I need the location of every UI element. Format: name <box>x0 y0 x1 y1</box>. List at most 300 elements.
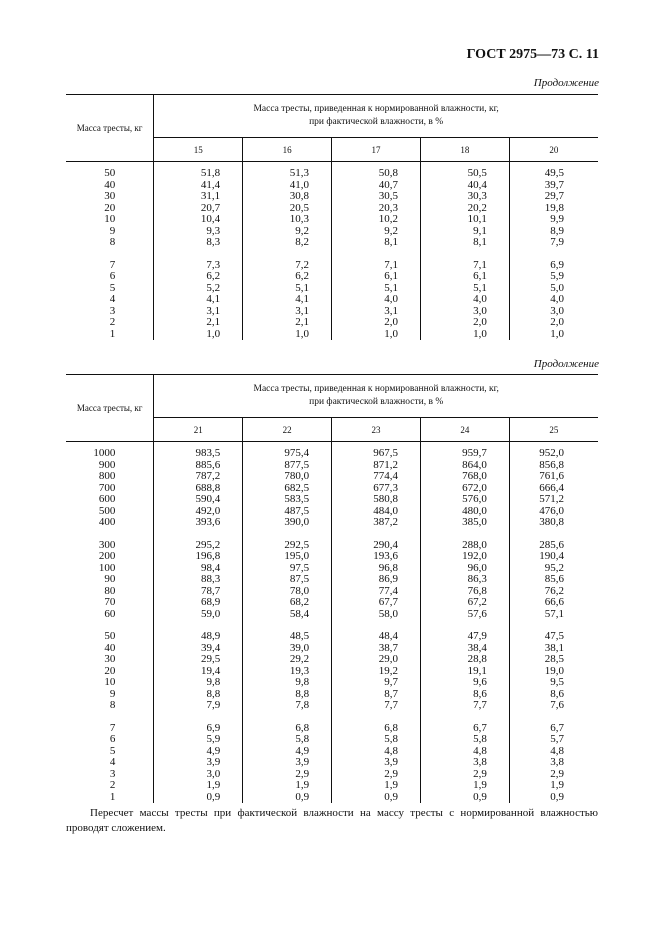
value-cell: 50,8 <box>332 168 421 180</box>
spacer-cell <box>154 620 243 631</box>
mass-cell: 3 <box>66 769 154 781</box>
value-cell: 29,0 <box>332 654 421 666</box>
value-cell: 41,4 <box>154 180 243 192</box>
value-cell: 190,4 <box>539 550 564 562</box>
mass-cell: 70 <box>66 597 154 609</box>
value-cell: 9,3 <box>154 226 243 238</box>
mass-cell: 50 <box>66 631 154 643</box>
value-cell: 67,7 <box>332 597 421 609</box>
value-cell: 30,5 <box>332 191 421 203</box>
value-cell: 290,4 <box>332 540 421 552</box>
value-cell: 666,4 <box>539 481 564 494</box>
mass-cell: 10 <box>66 214 154 226</box>
mass-cell: 6 <box>66 271 154 283</box>
value-cell: 780,0 <box>243 471 332 483</box>
spacer-cell <box>509 249 598 260</box>
value-cell: 38,7 <box>332 643 421 655</box>
spacer-cell <box>243 529 332 540</box>
value-cell: 47,9 <box>420 631 509 643</box>
span-header-line1: Масса тресты, приведенная к нормированной влажности, кг, <box>253 384 499 394</box>
value-cell: 10,1 <box>420 214 509 226</box>
value-cell: 1,9 <box>332 780 421 792</box>
value-cell: 3,9 <box>332 757 421 769</box>
value-cell: 3,8 <box>420 757 509 769</box>
humidity-column-header: 15 <box>154 138 243 162</box>
value-cell: 1,9 <box>550 779 564 791</box>
value-cell: 7,1 <box>420 260 509 272</box>
spacer-cell <box>509 529 598 540</box>
mass-cell: 50 <box>66 168 154 180</box>
value-cell: 6,2 <box>243 271 332 283</box>
mass-cell: 8 <box>66 700 154 712</box>
value-cell: 66,6 <box>544 596 564 608</box>
value-cell: 95,2 <box>544 561 564 574</box>
mass-column-header: Масса тресты, кг <box>66 95 154 162</box>
spacer-cell <box>154 249 243 260</box>
table-row <box>66 460 598 472</box>
humidity-column-header: 16 <box>243 138 332 162</box>
spacer-cell <box>332 620 421 631</box>
mass-cell: 40 <box>66 643 154 655</box>
table-row <box>66 780 598 792</box>
value-cell: 58,4 <box>243 609 332 621</box>
value-cell: 2,0 <box>550 316 564 328</box>
table-row <box>66 271 598 283</box>
humidity-span-header <box>154 375 598 418</box>
mass-cell: 500 <box>66 506 154 518</box>
spacer-cell <box>332 249 421 260</box>
humidity-column-header: 25 <box>509 418 598 442</box>
mass-cell: 1 <box>66 329 154 341</box>
value-cell: 39,0 <box>243 643 332 655</box>
mass-cell: 300 <box>66 540 154 552</box>
span-header-line2: при фактической влажности, в % <box>309 397 444 407</box>
value-cell: 77,4 <box>332 586 421 598</box>
mass-cell: 9 <box>66 226 154 238</box>
table-row <box>66 260 598 272</box>
table-row <box>66 329 598 341</box>
spacer-cell <box>154 529 243 540</box>
value-cell: 20,2 <box>420 203 509 215</box>
spacer-cell <box>66 249 154 260</box>
value-cell: 5,9 <box>154 734 243 746</box>
value-cell: 86,9 <box>332 574 421 586</box>
value-cell: 39,4 <box>154 643 243 655</box>
span-header-line1: Масса тресты, приведенная к нормированной влажности, кг, <box>253 104 499 114</box>
span-header-line2: при фактической влажности, в % <box>309 117 444 127</box>
humidity-span-header <box>154 95 598 138</box>
value-cell: 480,0 <box>420 506 509 518</box>
mass-cell: 400 <box>66 517 154 529</box>
value-cell: 0,9 <box>243 792 332 804</box>
value-cell: 88,3 <box>154 574 243 586</box>
value-cell: 1,0 <box>243 329 332 341</box>
value-cell: 4,1 <box>154 294 243 306</box>
value-cell: 9,7 <box>332 677 421 689</box>
humidity-column-header: 23 <box>332 418 421 442</box>
value-cell: 47,5 <box>544 630 564 642</box>
value-cell: 2,0 <box>420 317 509 329</box>
table-row <box>66 448 598 460</box>
value-cell: 57,1 <box>544 607 564 620</box>
value-cell: 28,8 <box>420 654 509 666</box>
value-cell: 7,7 <box>420 700 509 712</box>
value-cell: 29,5 <box>154 654 243 666</box>
continuation-label: Продолжение <box>533 358 599 370</box>
value-cell: 5,2 <box>154 283 243 295</box>
value-cell: 9,2 <box>243 226 332 238</box>
mass-cell: 30 <box>66 654 154 666</box>
value-cell: 8,9 <box>550 224 564 237</box>
value-cell: 85,6 <box>544 573 564 585</box>
value-cell: 19,1 <box>420 666 509 678</box>
value-cell: 10,2 <box>332 214 421 226</box>
value-cell: 10,4 <box>154 214 243 226</box>
table-row <box>66 574 598 586</box>
table-row <box>66 283 598 295</box>
value-cell: 583,5 <box>243 494 332 506</box>
value-cell: 9,5 <box>550 676 564 688</box>
humidity-column-header: 22 <box>243 418 332 442</box>
value-cell: 3,1 <box>332 306 421 318</box>
value-cell: 2,1 <box>154 317 243 329</box>
table-row <box>66 700 598 712</box>
value-cell: 40,7 <box>332 180 421 192</box>
value-cell: 4,8 <box>420 746 509 758</box>
value-cell: 580,8 <box>332 494 421 506</box>
value-cell: 5,1 <box>420 283 509 295</box>
value-cell: 40,4 <box>420 180 509 192</box>
table-row <box>66 769 598 781</box>
mass-cell: 20 <box>66 203 154 215</box>
value-cell: 19,0 <box>544 664 564 677</box>
value-cell: 967,5 <box>332 448 421 460</box>
table-row <box>66 666 598 678</box>
value-cell: 5,9 <box>550 270 564 282</box>
value-cell: 6,8 <box>243 723 332 735</box>
value-cell: 6,1 <box>332 271 421 283</box>
value-cell: 97,5 <box>243 563 332 575</box>
table-mass-conversion-1 <box>66 94 598 340</box>
table-row <box>66 757 598 769</box>
table-row <box>66 471 598 483</box>
value-cell: 195,0 <box>243 551 332 563</box>
value-cell: 58,0 <box>332 609 421 621</box>
value-cell: 3,0 <box>154 769 243 781</box>
value-cell: 3,1 <box>243 306 332 318</box>
value-cell: 484,0 <box>332 506 421 518</box>
value-cell: 288,0 <box>420 540 509 552</box>
value-cell: 672,0 <box>420 483 509 495</box>
value-cell: 96,8 <box>332 563 421 575</box>
table-row <box>66 551 598 563</box>
value-cell: 6,9 <box>550 258 564 271</box>
mass-cell: 600 <box>66 494 154 506</box>
value-cell: 9,8 <box>154 677 243 689</box>
spacer-cell <box>420 712 509 723</box>
table-row <box>66 306 598 318</box>
value-cell: 5,0 <box>550 281 564 294</box>
mass-cell: 1 <box>66 792 154 804</box>
table-body <box>66 162 598 341</box>
mass-cell: 900 <box>66 460 154 472</box>
value-cell: 688,8 <box>154 483 243 495</box>
value-cell: 192,0 <box>420 551 509 563</box>
value-cell: 761,6 <box>539 470 564 482</box>
table-row <box>66 792 598 804</box>
mass-cell: 8 <box>66 237 154 249</box>
value-cell: 959,7 <box>420 448 509 460</box>
table-row <box>66 631 598 643</box>
mass-cell: 1000 <box>66 448 154 460</box>
value-cell: 68,2 <box>243 597 332 609</box>
mass-cell: 2 <box>66 317 154 329</box>
value-cell: 0,9 <box>332 792 421 804</box>
spacer-cell <box>509 712 598 723</box>
value-cell: 476,0 <box>539 504 564 517</box>
value-cell: 8,6 <box>550 687 564 700</box>
value-cell: 9,6 <box>420 677 509 689</box>
value-cell: 57,6 <box>420 609 509 621</box>
value-cell: 877,5 <box>243 460 332 472</box>
value-cell: 871,2 <box>332 460 421 472</box>
value-cell: 6,2 <box>154 271 243 283</box>
value-cell: 19,8 <box>544 201 564 214</box>
value-cell: 387,2 <box>332 517 421 529</box>
value-cell: 5,7 <box>550 733 564 745</box>
table-row <box>66 643 598 655</box>
value-cell: 4,9 <box>154 746 243 758</box>
humidity-column-header: 17 <box>332 138 421 162</box>
value-cell: 856,8 <box>539 458 564 471</box>
value-cell: 885,6 <box>154 460 243 472</box>
value-cell: 0,9 <box>154 792 243 804</box>
continuation-label: Продолжение <box>533 77 599 89</box>
value-cell: 9,2 <box>332 226 421 238</box>
mass-cell: 700 <box>66 483 154 495</box>
table-row <box>66 180 598 192</box>
table-row <box>66 506 598 518</box>
value-cell: 9,9 <box>550 213 564 225</box>
value-cell: 7,7 <box>332 700 421 712</box>
value-cell: 952,0 <box>539 447 564 459</box>
table-row <box>66 226 598 238</box>
spacer-cell <box>420 620 509 631</box>
value-cell: 5,8 <box>243 734 332 746</box>
value-cell: 864,0 <box>420 460 509 472</box>
value-cell: 20,7 <box>154 203 243 215</box>
value-cell: 292,5 <box>243 540 332 552</box>
mass-cell: 200 <box>66 551 154 563</box>
spacer-cell <box>243 249 332 260</box>
table-row <box>66 494 598 506</box>
mass-cell: 60 <box>66 609 154 621</box>
value-cell: 48,5 <box>243 631 332 643</box>
value-cell: 3,9 <box>154 757 243 769</box>
value-cell: 8,8 <box>243 689 332 701</box>
value-cell: 390,0 <box>243 517 332 529</box>
mass-cell: 6 <box>66 734 154 746</box>
value-cell: 3,8 <box>550 756 564 768</box>
table-row <box>66 597 598 609</box>
value-cell: 6,8 <box>332 723 421 735</box>
value-cell: 28,5 <box>544 653 564 665</box>
table-row <box>66 168 598 180</box>
value-cell: 50,5 <box>420 168 509 180</box>
table-row <box>66 517 598 529</box>
table-row <box>66 586 598 598</box>
mass-cell: 7 <box>66 723 154 735</box>
value-cell: 6,7 <box>420 723 509 735</box>
mass-cell: 100 <box>66 563 154 575</box>
mass-cell: 2 <box>66 780 154 792</box>
value-cell: 31,1 <box>154 191 243 203</box>
value-cell: 49,5 <box>544 167 564 179</box>
value-cell: 3,0 <box>420 306 509 318</box>
value-cell: 975,4 <box>243 448 332 460</box>
mass-cell: 7 <box>66 260 154 272</box>
value-cell: 8,6 <box>420 689 509 701</box>
humidity-column-header: 21 <box>154 418 243 442</box>
value-cell: 576,0 <box>420 494 509 506</box>
value-cell: 78,0 <box>243 586 332 598</box>
mass-cell: 5 <box>66 746 154 758</box>
value-cell: 385,0 <box>420 517 509 529</box>
value-cell: 3,0 <box>550 304 564 317</box>
value-cell: 6,7 <box>550 721 564 734</box>
value-cell: 196,8 <box>154 551 243 563</box>
value-cell: 7,3 <box>154 260 243 272</box>
value-cell: 78,7 <box>154 586 243 598</box>
value-cell: 4,8 <box>550 744 564 757</box>
value-cell: 48,9 <box>154 631 243 643</box>
humidity-column-header: 18 <box>420 138 509 162</box>
value-cell: 7,8 <box>243 700 332 712</box>
value-cell: 8,1 <box>332 237 421 249</box>
table-row <box>66 734 598 746</box>
value-cell: 590,4 <box>154 494 243 506</box>
value-cell: 3,1 <box>154 306 243 318</box>
mass-cell: 9 <box>66 689 154 701</box>
spacer-cell <box>332 712 421 723</box>
value-cell: 1,0 <box>420 329 509 341</box>
mass-column-header: Масса тресты, кг <box>66 375 154 442</box>
value-cell: 5,1 <box>332 283 421 295</box>
value-cell: 29,2 <box>243 654 332 666</box>
table-body <box>66 442 598 804</box>
table-row <box>66 563 598 575</box>
mass-cell: 4 <box>66 757 154 769</box>
mass-cell: 30 <box>66 191 154 203</box>
value-cell: 1,9 <box>420 780 509 792</box>
value-cell: 7,2 <box>243 260 332 272</box>
value-cell: 768,0 <box>420 471 509 483</box>
table-row <box>66 317 598 329</box>
value-cell: 38,4 <box>420 643 509 655</box>
spacer-cell <box>66 529 154 540</box>
page-header: ГОСТ 2975—73 С. 11 <box>466 47 599 62</box>
mass-cell: 5 <box>66 283 154 295</box>
value-cell: 774,4 <box>332 471 421 483</box>
table-row <box>66 609 598 621</box>
value-cell: 285,6 <box>539 538 564 551</box>
value-cell: 3,9 <box>243 757 332 769</box>
mass-cell: 4 <box>66 294 154 306</box>
table-row <box>66 540 598 552</box>
value-cell: 7,6 <box>550 699 564 711</box>
value-cell: 2,0 <box>332 317 421 329</box>
spacer-cell <box>243 620 332 631</box>
value-cell: 8,1 <box>420 237 509 249</box>
value-cell: 4,0 <box>420 294 509 306</box>
value-cell: 983,5 <box>154 448 243 460</box>
spacer-cell <box>420 529 509 540</box>
mass-cell: 80 <box>66 586 154 598</box>
mass-cell: 90 <box>66 574 154 586</box>
table-row <box>66 483 598 495</box>
humidity-column-header: 20 <box>509 138 598 162</box>
value-cell: 7,9 <box>154 700 243 712</box>
table-row <box>66 203 598 215</box>
value-cell: 5,1 <box>243 283 332 295</box>
value-cell: 7,9 <box>550 236 564 248</box>
value-cell: 20,5 <box>243 203 332 215</box>
value-cell: 2,9 <box>332 769 421 781</box>
value-cell: 19,2 <box>332 666 421 678</box>
humidity-column-header: 24 <box>420 418 509 442</box>
value-cell: 76,8 <box>420 586 509 598</box>
table-row <box>66 677 598 689</box>
value-cell: 87,5 <box>243 574 332 586</box>
value-cell: 487,5 <box>243 506 332 518</box>
mass-cell: 40 <box>66 180 154 192</box>
value-cell: 38,1 <box>544 641 564 654</box>
value-cell: 295,2 <box>154 540 243 552</box>
value-cell: 41,0 <box>243 180 332 192</box>
value-cell: 677,3 <box>332 483 421 495</box>
spacer-cell <box>66 712 154 723</box>
value-cell: 96,0 <box>420 563 509 575</box>
value-cell: 67,2 <box>420 597 509 609</box>
value-cell: 19,3 <box>243 666 332 678</box>
mass-cell: 3 <box>66 306 154 318</box>
value-cell: 4,8 <box>332 746 421 758</box>
value-cell: 0,9 <box>550 790 564 803</box>
value-cell: 8,8 <box>154 689 243 701</box>
mass-cell: 800 <box>66 471 154 483</box>
table-row <box>66 654 598 666</box>
value-cell: 29,7 <box>544 190 564 202</box>
table-row <box>66 214 598 226</box>
spacer-cell <box>332 529 421 540</box>
value-cell: 5,8 <box>420 734 509 746</box>
value-cell: 98,4 <box>154 563 243 575</box>
value-cell: 9,8 <box>243 677 332 689</box>
value-cell: 1,0 <box>550 327 564 340</box>
value-cell: 8,2 <box>243 237 332 249</box>
value-cell: 48,4 <box>332 631 421 643</box>
value-cell: 59,0 <box>154 609 243 621</box>
value-cell: 1,0 <box>332 329 421 341</box>
footnote: Пересчет массы тресты при фактической влажности на массу тресты с нормированной влажностью проводят сложением. <box>66 807 598 834</box>
table-row <box>66 746 598 758</box>
table-row <box>66 689 598 701</box>
table-row <box>66 237 598 249</box>
table-row <box>66 191 598 203</box>
value-cell: 6,1 <box>420 271 509 283</box>
spacer-cell <box>243 712 332 723</box>
value-cell: 30,3 <box>420 191 509 203</box>
